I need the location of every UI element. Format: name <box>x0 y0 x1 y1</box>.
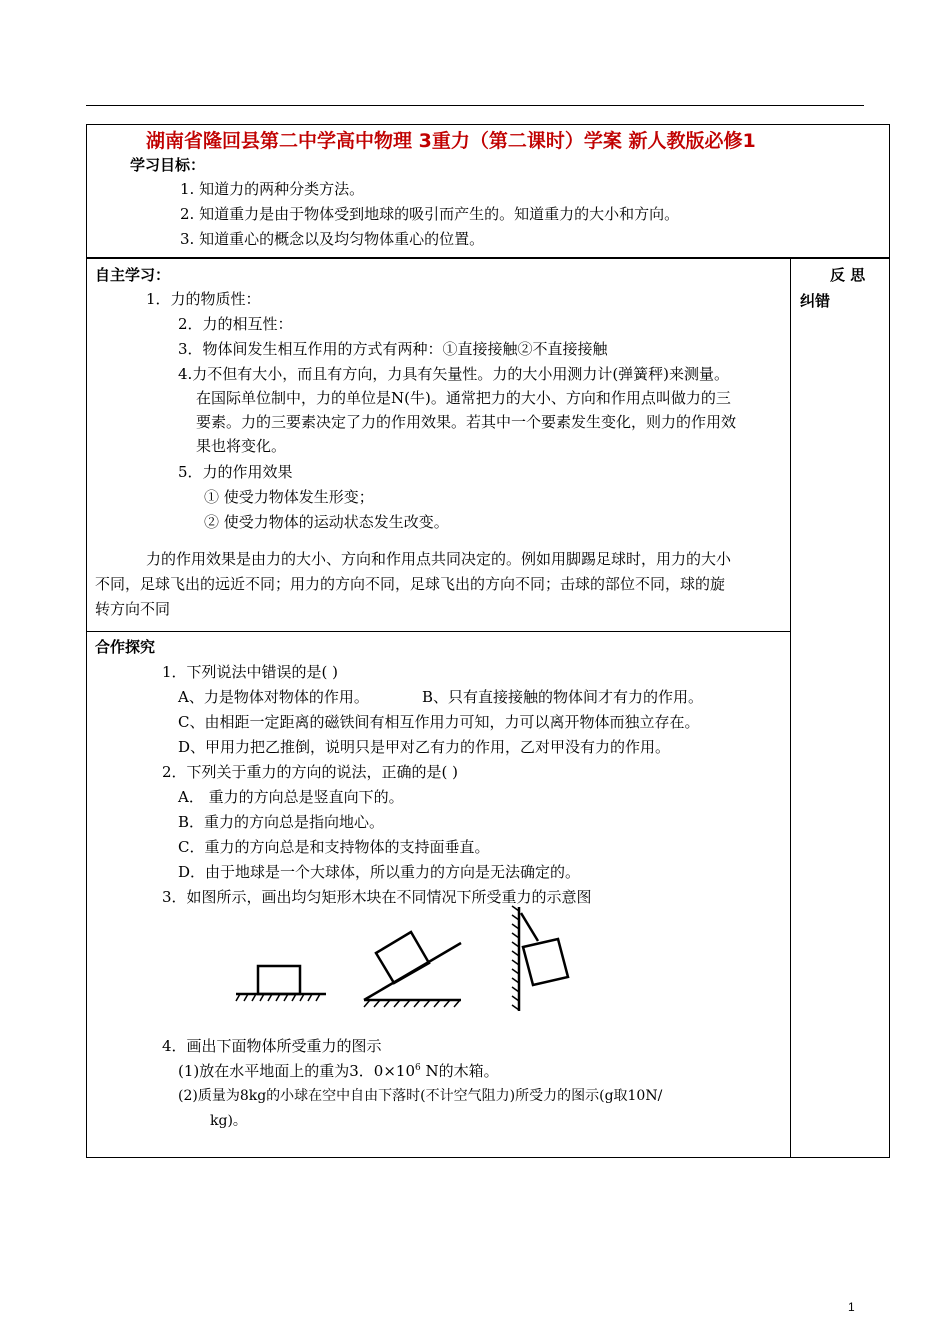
self-study-item-cont: 要素。力的三要素决定了力的作用效果。若其中一个要素发生变化，则力的作用效 <box>196 413 737 431</box>
header-rule <box>86 105 864 106</box>
self-study-item-cont: 果也将变化。 <box>196 437 287 455</box>
self-study-item: 1．力的物质性： <box>146 290 261 308</box>
question-1-option-b: B、只有直接接触的物体间才有力的作用。 <box>422 688 704 706</box>
question-2-option-c: C．重力的方向总是和支持物体的支持面垂直。 <box>178 838 490 856</box>
explanation-paragraph: 转方向不同 <box>95 600 171 618</box>
question-4-part-1 <box>178 1062 499 1080</box>
question-1-option-d: D、甲用力把乙推倒，说明只是甲对乙有力的作用，乙对甲没有力的作用。 <box>178 738 671 756</box>
question-4: 4．画出下面物体所受重力的图示 <box>162 1037 382 1055</box>
self-study-item: 4.力不但有大小，而且有方向，力具有矢量性。力的大小用测力计(弹簧秤)来测量。 <box>178 365 730 383</box>
block-on-floor-diagram <box>236 966 326 1001</box>
objective-item: 2. 知道重力是由于物体受到地球的吸引而产生的。知道重力的大小和方向。 <box>180 205 680 223</box>
question-2-option-b: B．重力的方向总是指向地心。 <box>178 813 385 831</box>
explanation-paragraph: 力的作用效果是由力的大小、方向和作用点共同决定的。例如用脚踢足球时，用力的大小 <box>146 550 732 568</box>
page-title: 湖南省隆回县第二中学高中物理 3重力（第二课时）学案 新人教版必修1 <box>146 130 756 152</box>
question-3: 3．如图所示，画出均匀矩形木块在不同情况下所受重力的示意图 <box>162 888 592 906</box>
self-study-heading: 自主学习： <box>95 266 171 284</box>
self-study-subitem: ① 使受力物体发生形变； <box>204 488 374 506</box>
question-4-part-1-unit: N的木箱。 <box>420 1062 499 1080</box>
self-study-item: 3．物体间发生相互作用的方式有两种：①直接接触②不直接接触 <box>178 340 608 358</box>
self-study-subitem: ② 使受力物体的运动状态发生改变。 <box>204 513 449 531</box>
self-study-item: 2．力的相互性： <box>178 315 293 333</box>
objective-item: 1. 知道力的两种分类方法。 <box>180 180 365 198</box>
question-2-option-a: A． 重力的方向总是竖直向下的。 <box>178 788 404 806</box>
correction-label: 纠错 <box>800 292 831 310</box>
question-2-option-d: D．由于地球是一个大球体，所以重力的方向是无法确定的。 <box>178 863 581 881</box>
question-2: 2．下列关于重力的方向的说法，正确的是( ) <box>162 763 459 781</box>
block-diagrams-figure <box>230 905 590 1015</box>
coop-heading: 合作探究 <box>95 638 156 656</box>
objective-item: 3. 知道重心的概念以及均匀物体重心的位置。 <box>180 230 485 248</box>
question-4-part-2-cont: kg)。 <box>210 1113 247 1129</box>
self-study-item-cont: 在国际单位制中，力的单位是N(牛)。通常把力的大小、方向和作用点叫做力的三 <box>196 389 731 407</box>
question-4-part-1-text: (1)放在水平地面上的重为3．0×10 <box>178 1062 415 1080</box>
self-study-item: 5．力的作用效果 <box>178 463 293 481</box>
block-against-wall-diagram <box>512 906 568 1011</box>
question-4-part-2: (2)质量为8kg的小球在空中自由下落时(不计空气阻力)所受力的图示(g取10N/ <box>178 1088 663 1104</box>
exponent: 6 <box>415 1063 421 1073</box>
objectives-heading: 学习目标： <box>130 156 206 174</box>
question-1-option-a: A、力是物体对物体的作用。 <box>178 688 369 706</box>
reflect-column <box>790 258 890 1158</box>
explanation-paragraph: 不同，足球飞出的远近不同；用力的方向不同，足球飞出的方向不同；击球的部位不同，球的旋 <box>95 575 726 593</box>
block-on-incline-diagram <box>364 932 461 1007</box>
page-number: 1 <box>848 1300 855 1314</box>
reflect-label: 反 思 <box>830 266 866 284</box>
question-1-option-c: C、由相距一定距离的磁铁间有相互作用力可知，力可以离开物体而独立存在。 <box>178 713 700 731</box>
question-1: 1．下列说法中错误的是( ) <box>162 663 339 681</box>
